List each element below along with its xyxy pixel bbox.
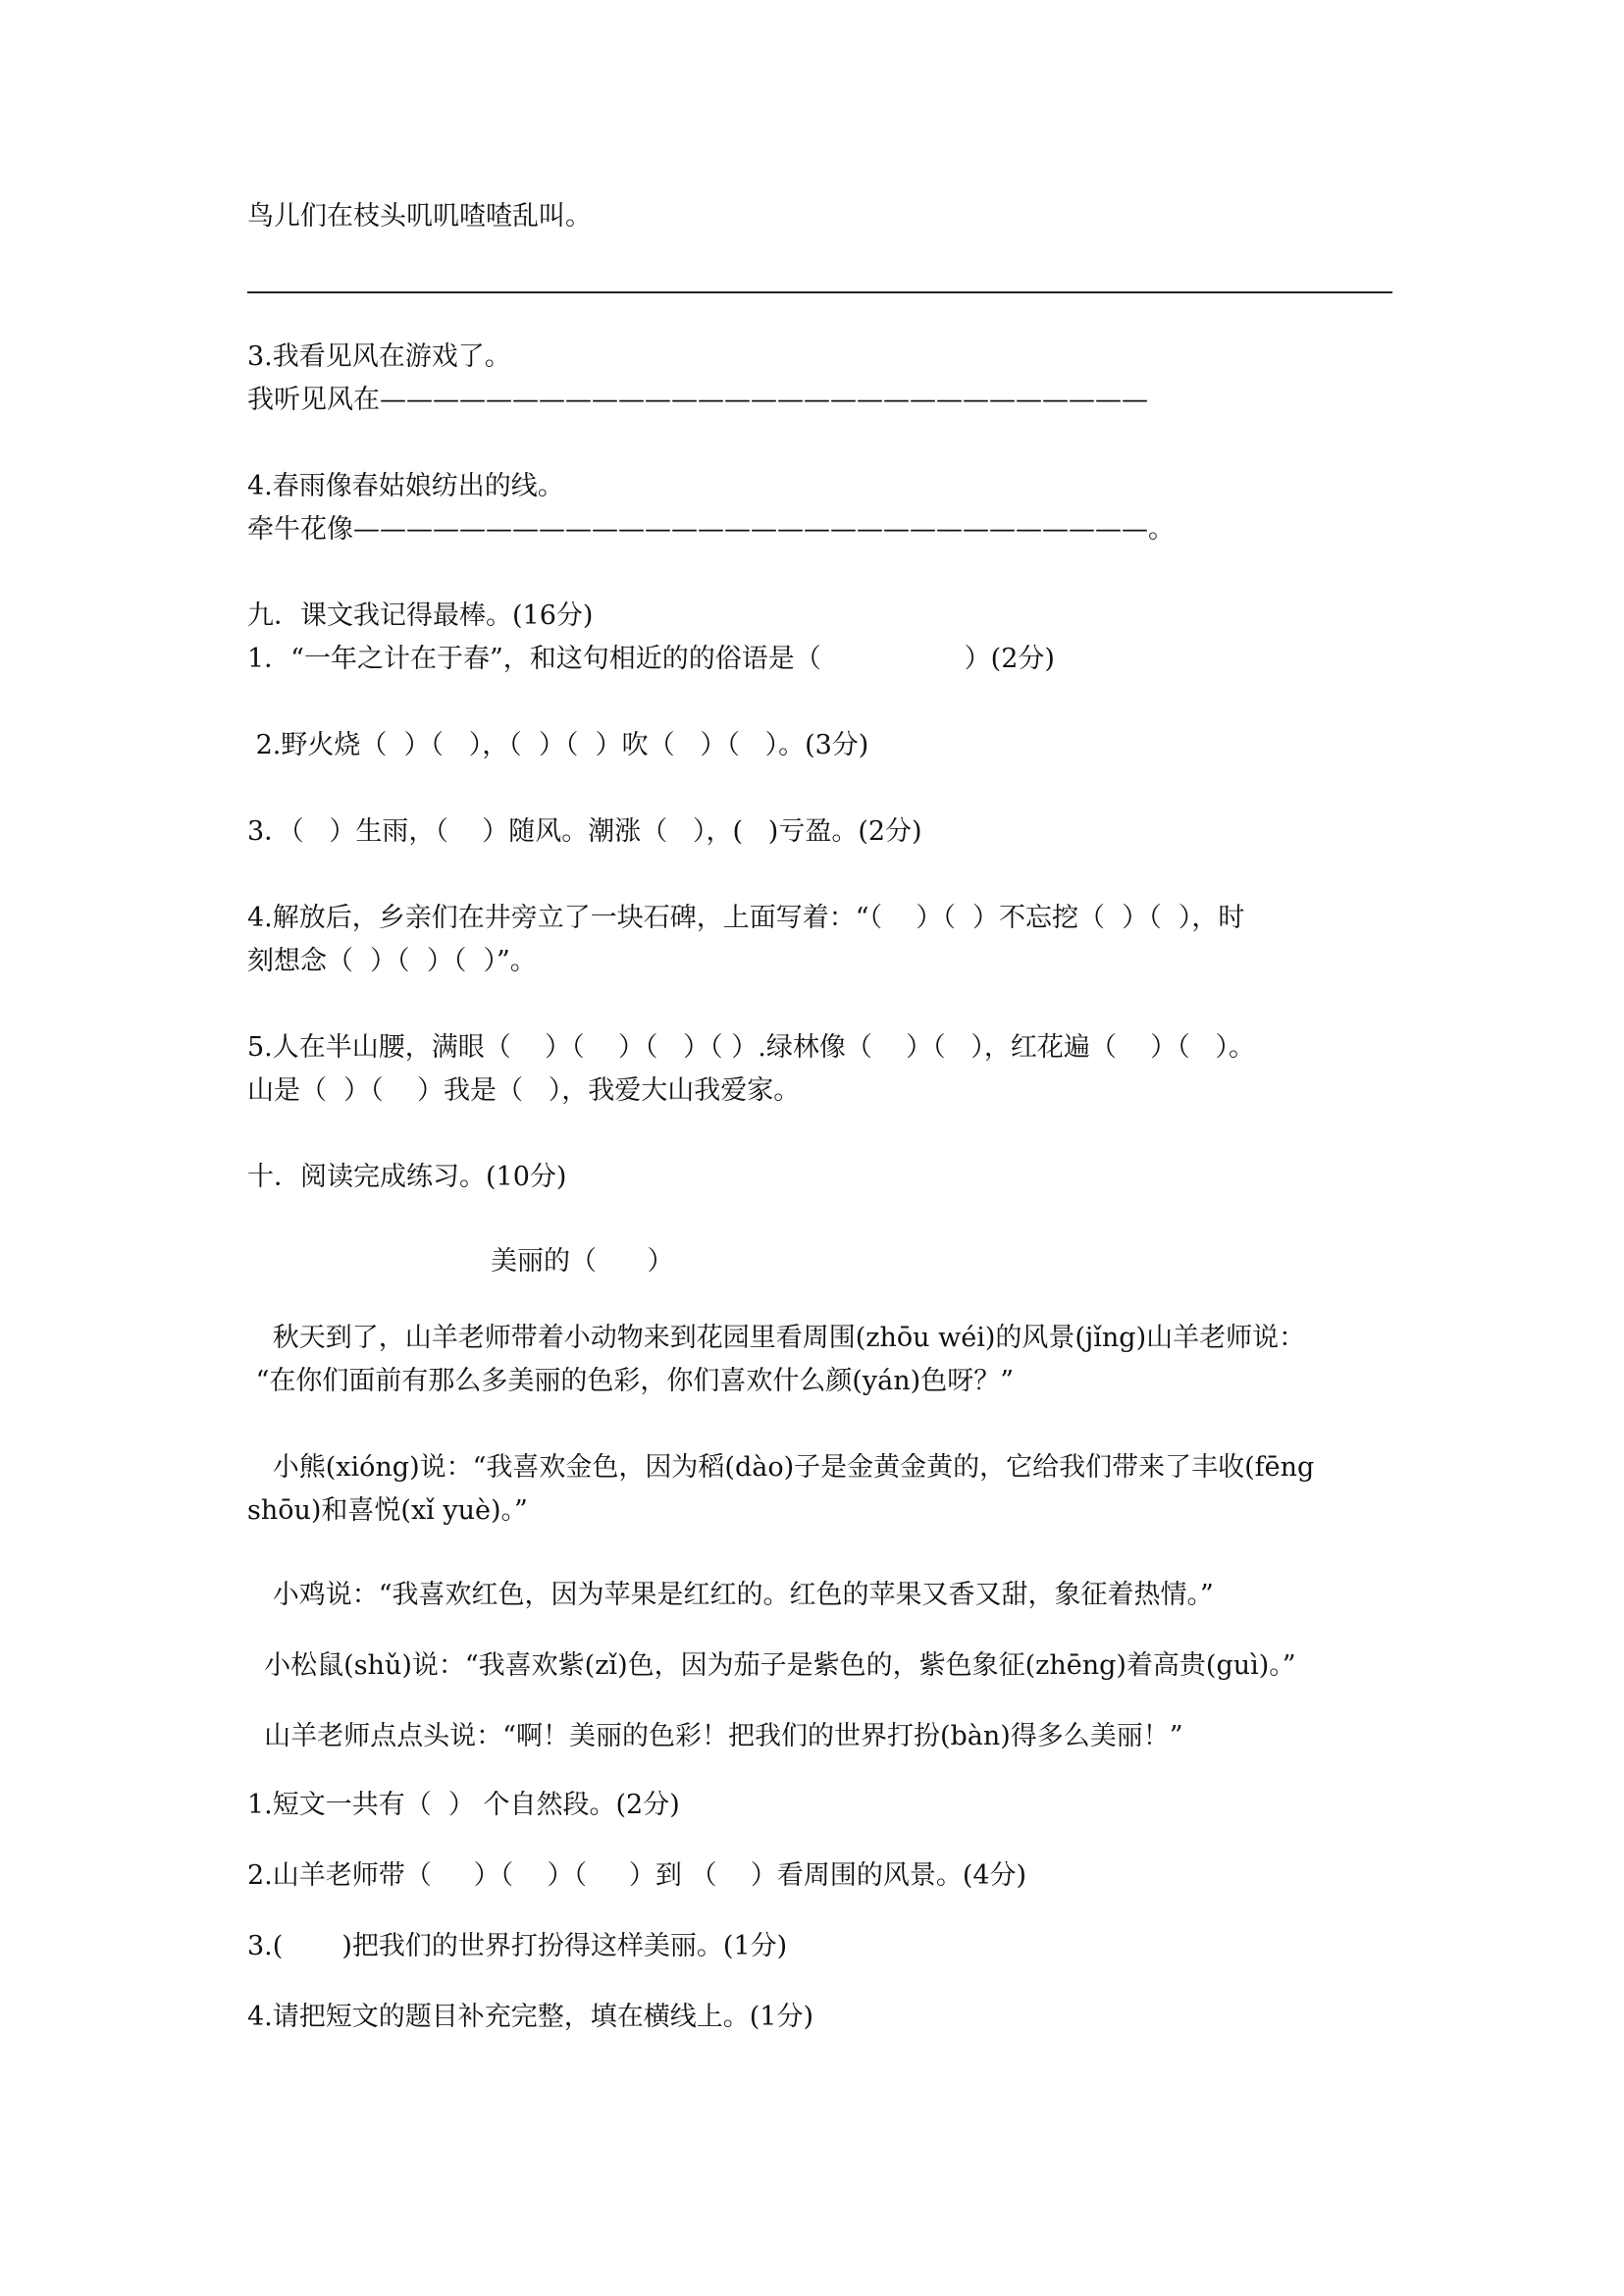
passage-p2-line1: 小熊(xióng)说：“我喜欢金色，因为稻(dào)子是金黄金黄的，它给我们带来了丰收(fēng bbox=[247, 1452, 1315, 1483]
s9-q4-line1: 4.解放后，乡亲们在井旁立了一块石碑，上面写着：“（ ）（ ）不忘挖（ ）（ ），时 bbox=[247, 903, 1245, 933]
s10-q4: 4.请把短文的题目补充完整，填在横线上。(1分) bbox=[247, 2002, 814, 2032]
passage-p4: 小松鼠(shǔ)说：“我喜欢紫(zǐ)色，因为茄子是紫色的，紫色象征(zhēng)着高贵(guì)。” bbox=[247, 1650, 1296, 1681]
s9-q3: 3．（ ）生雨，（ ）随风。潮涨（ ），( )亏盈。(2分) bbox=[247, 816, 922, 847]
s8-q4-prompt: 4.春雨像春姑娘纺出的线。 bbox=[247, 471, 564, 501]
passage-p1-line2: “在你们面前有那么多美丽的色彩，你们喜欢什么颜(yán)色呀？” bbox=[247, 1366, 1014, 1396]
s9-q1: 1．“一年之计在于春”，和这句相近的的俗语是（ ）(2分) bbox=[247, 644, 1055, 674]
section10-heading: 十．阅读完成练习。(10分) bbox=[247, 1162, 567, 1192]
s10-q1: 1.短文一共有（ ） 个自然段。(2分) bbox=[247, 1790, 680, 1820]
section9-heading: 九．课文我记得最棒。(16分) bbox=[247, 600, 594, 631]
s8-q3-answer-line: 我听见风在————————————————————————————— bbox=[247, 385, 1148, 415]
s9-q5-line1: 5.人在半山腰，满眼（ ）（ ）（ ）（ ）.绿林像（ ）（ ），红花遍（ ）（ ）。 bbox=[247, 1032, 1255, 1063]
passage-title: 美丽的（ ） bbox=[491, 1246, 674, 1277]
s10-q3: 3.( )把我们的世界打扮得这样美丽。(1分) bbox=[247, 1931, 788, 1961]
passage-p5: 山羊老师点点头说：“啊！美丽的色彩！把我们的世界打扮(bàn)得多么美丽！” bbox=[247, 1721, 1183, 1751]
s9-q5-line2: 山是（ ）（ ）我是（ ），我爱大山我爱家。 bbox=[247, 1075, 801, 1106]
answer-rule bbox=[247, 291, 1392, 293]
s8-q3-prompt: 3.我看见风在游戏了。 bbox=[247, 341, 511, 372]
birds-sentence: 鸟儿们在枝头叽叽喳喳乱叫。 bbox=[247, 201, 592, 232]
s10-q2: 2.山羊老师带（ ）（ ）（ ）到 （ ）看周围的风景。(4分) bbox=[247, 1860, 1027, 1891]
s9-q4-line2: 刻想念（ ）（ ）（ ）”。 bbox=[247, 946, 537, 976]
s9-q2: 2.野火烧（ ）（ ），（ ）（ ）吹（ ）（ ）。(3分) bbox=[247, 730, 869, 760]
s8-q4-answer-line: 牵牛花像——————————————————————————————。 bbox=[247, 514, 1175, 545]
passage-p3: 小鸡说：“我喜欢红色，因为苹果是红红的。红色的苹果又香又甜，象征着热情。” bbox=[247, 1580, 1214, 1610]
passage-p1-line1: 秋天到了，山羊老师带着小动物来到花园里看周围(zhōu wéi)的风景(jǐng)山羊老师说： bbox=[247, 1323, 1306, 1353]
passage-p2-line2: shōu)和喜悦(xǐ yuè)。” bbox=[247, 1495, 528, 1526]
